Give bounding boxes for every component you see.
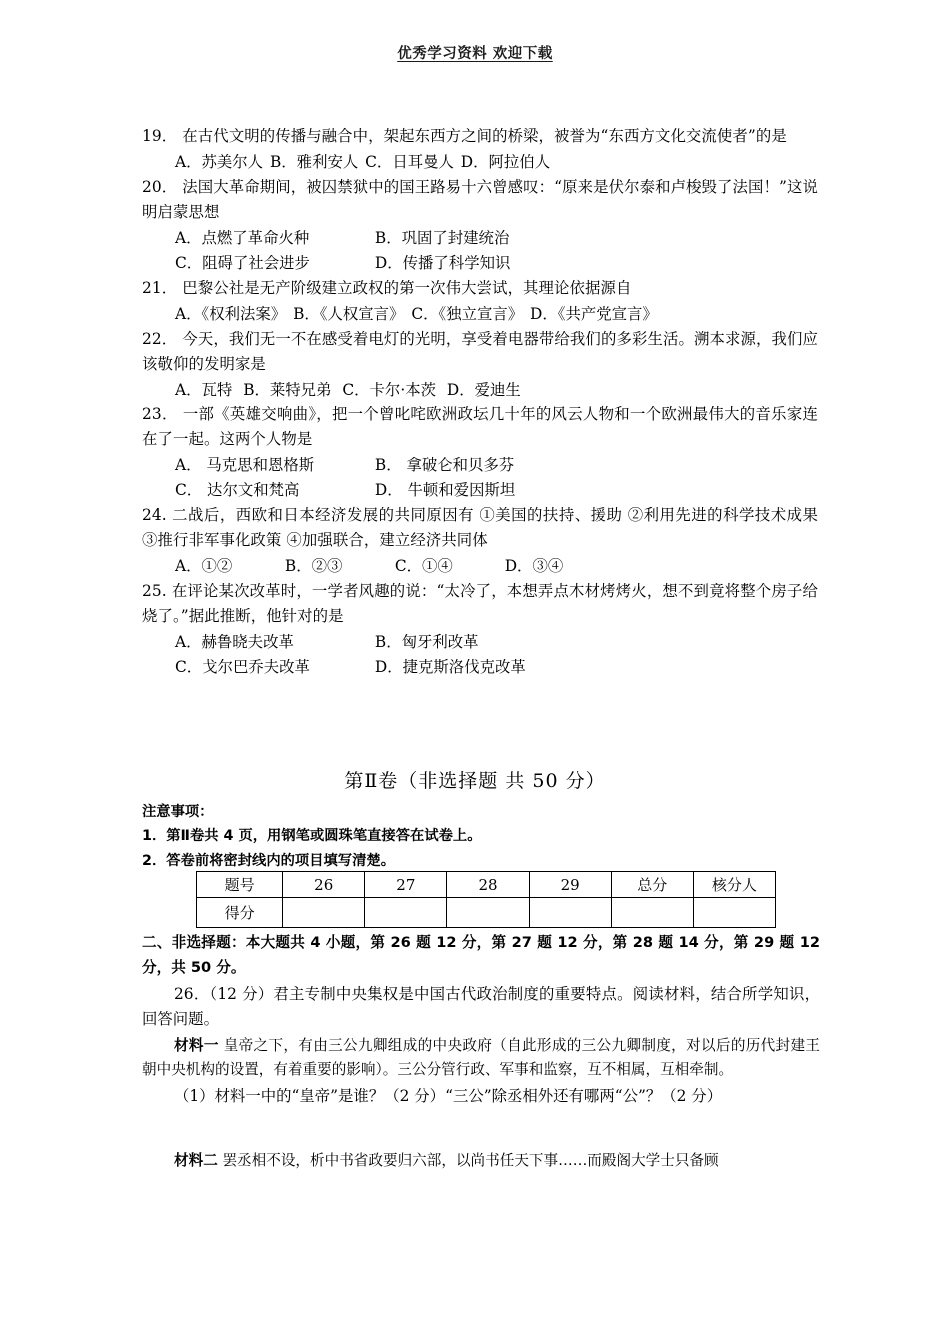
score-table-header-26: 26 (283, 872, 365, 898)
option-23-c[interactable]: C． 达尔文和梵高 (175, 481, 300, 500)
free-response-section (142, 931, 820, 1175)
option-24-a[interactable]: A．①② (175, 557, 233, 576)
option-21-d[interactable]: D．《共产党宣言》 (530, 304, 658, 323)
part-two-heading: 二、非选择题：本大题共 4 小题，第 26 题 12 分，第 27 题 12 分，第 28 题 14 分，第 29 题 12 分，共 50 分。 (142, 934, 820, 976)
option-22-d[interactable]: D．爱迪生 (446, 380, 521, 399)
score-table-header-row (197, 872, 776, 898)
score-cell-checker[interactable] (693, 898, 775, 928)
option-19-d[interactable]: D．阿拉伯人 (460, 152, 551, 171)
section-two-title: 第Ⅱ卷（非选择题 共 50 分） (344, 770, 606, 792)
option-24-b[interactable]: B．②③ (284, 557, 343, 576)
score-table-header-total: 总分 (611, 872, 693, 898)
option-22-a[interactable]: A．瓦特 (175, 380, 233, 399)
question-21-options (142, 302, 818, 327)
option-23-b[interactable]: B． 拿破仑和贝多芬 (374, 456, 515, 475)
question-24-options (142, 554, 818, 579)
score-cell-total[interactable] (611, 898, 693, 928)
score-table-score-row (197, 898, 776, 928)
score-table-header-checker: 核分人 (693, 872, 775, 898)
notice-item-1: 1．第Ⅱ卷共 4 页，用钢笔或圆珠笔直接答在试卷上。 (142, 828, 482, 844)
question-26-stem: 26．（12 分）君主专制中央集权是中国古代政治制度的重要特点。阅读材料，结合所学知识，回答问题。 (142, 985, 820, 1029)
option-25-a[interactable]: A．赫鲁晓夫改革 (175, 633, 294, 652)
option-19-c[interactable]: C．日耳曼人 (365, 152, 454, 171)
option-24-c[interactable]: C．①④ (394, 557, 453, 576)
option-20-c[interactable]: C．阻碍了社会进步 (175, 253, 310, 272)
multiple-choice-section (142, 124, 818, 680)
score-table-row-label-score: 得分 (197, 898, 283, 928)
option-19-a[interactable]: A．苏美尔人 (175, 152, 264, 171)
question-21-stem: 21． 巴黎公社是无产阶级建立政权的第一次伟大尝试，其理论依据源自 (142, 278, 632, 297)
score-cell-27[interactable] (365, 898, 447, 928)
question-23-stem: 23． 一部《英雄交响曲》，把一个曾叱咤欧洲政坛几十年的风云人物和一个欧洲最伟大的音乐家连在了一起。这两个人物是 (142, 405, 818, 449)
question-19-options (142, 150, 818, 175)
question-22-stem: 22． 今天，我们无一不在感受着电灯的光明，享受着电器带给我们的多彩生活。溯本求源，我们应该敬仰的发明家是 (142, 329, 818, 373)
question-20-options-row1 (142, 226, 818, 251)
option-22-b[interactable]: B．莱特兄弟 (243, 380, 332, 399)
option-21-a[interactable]: A．《权利法案》 (175, 304, 287, 323)
page-watermark-header (0, 42, 950, 63)
answer-space (142, 1109, 820, 1149)
option-24-d[interactable]: D．③④ (504, 557, 564, 576)
question-19-stem: 19． 在古代文明的传播与融合中，架起东西方之间的桥梁，被誉为“东西方文化交流使者”的是 (142, 127, 787, 145)
score-cell-29[interactable] (529, 898, 611, 928)
notice-item-2: 2．答卷前将密封线内的项目填写清楚。 (142, 853, 395, 869)
option-19-b[interactable]: B．雅利安人 (269, 152, 359, 171)
question-25-options-row1 (142, 630, 818, 655)
question-22-options (142, 378, 818, 403)
question-20-options-row2 (142, 251, 818, 276)
option-25-b[interactable]: B．匈牙利改革 (374, 633, 479, 652)
material-one (142, 1034, 820, 1084)
option-22-c[interactable]: C．卡尔·本茨 (342, 380, 436, 399)
question-25-options-row2 (142, 655, 818, 680)
option-20-b[interactable]: B．巩固了封建统治 (374, 228, 510, 247)
score-table (196, 871, 776, 928)
question-25-stem: 25. 在评论某次改革时，一学者风趣的说：“太冷了，本想弄点木材烤烤火，想不到竟将整个房子给烧了。”据此推断，他针对的是 (142, 582, 818, 626)
material-two-label: 材料二 (174, 1152, 218, 1170)
question-23-options-row1 (142, 453, 818, 478)
option-23-d[interactable]: D． 牛顿和爱因斯坦 (374, 481, 516, 500)
option-25-c[interactable]: C．戈尔巴乔夫改革 (175, 658, 310, 677)
material-two (142, 1149, 820, 1174)
question-24-stem: 24. 二战后，西欧和日本经济发展的共同原因有 ①美国的扶持、援助 ②利用先进的科学技术成果 ③推行非军事化政策 ④加强联合，建立经济共同体 (142, 506, 818, 550)
score-cell-26[interactable] (283, 898, 365, 928)
notice-heading: 注意事项： (142, 804, 214, 820)
option-20-d[interactable]: D．传播了科学知识 (374, 253, 511, 272)
material-one-label: 材料一 (174, 1036, 219, 1054)
option-21-b[interactable]: B．《人权宣言》 (293, 304, 405, 323)
question-26-sub-1: （1）材料一中的“皇帝”是谁？（2 分）“三公”除丞相外还有哪两“公”？（2 分） (174, 1087, 723, 1106)
score-table-header-27: 27 (365, 872, 447, 898)
watermark-text: 优秀学习资料 欢迎下载 (397, 46, 553, 62)
option-20-a[interactable]: A．点燃了革命火种 (175, 228, 310, 247)
option-25-d[interactable]: D．捷克斯洛伐克改革 (374, 658, 526, 677)
option-21-c[interactable]: C．《独立宣言》 (411, 304, 524, 323)
material-one-text: 皇帝之下，有由三公九卿组成的中央政府（自此形成的三公九卿制度，对以后的历代封建王朝中央机构的设置，有着重要的影响）。三公分管行政、军事和监察，互不相属，互相牵制。 (142, 1036, 820, 1079)
material-two-text: 罢丞相不设，析中书省政要归六部，以尚书任天下事……而殿阁大学士只备顾 (222, 1152, 719, 1170)
score-table-header-28: 28 (447, 872, 529, 898)
score-table-row-label-question: 题号 (197, 872, 283, 898)
question-23-options-row2 (142, 478, 818, 503)
score-table-header-29: 29 (529, 872, 611, 898)
question-20-stem: 20． 法国大革命期间，被囚禁狱中的国王路易十六曾感叹：“原来是伏尔泰和卢梭毁了法国！”这说明启蒙思想 (142, 177, 818, 221)
option-23-a[interactable]: A． 马克思和恩格斯 (175, 456, 315, 475)
score-cell-28[interactable] (447, 898, 529, 928)
